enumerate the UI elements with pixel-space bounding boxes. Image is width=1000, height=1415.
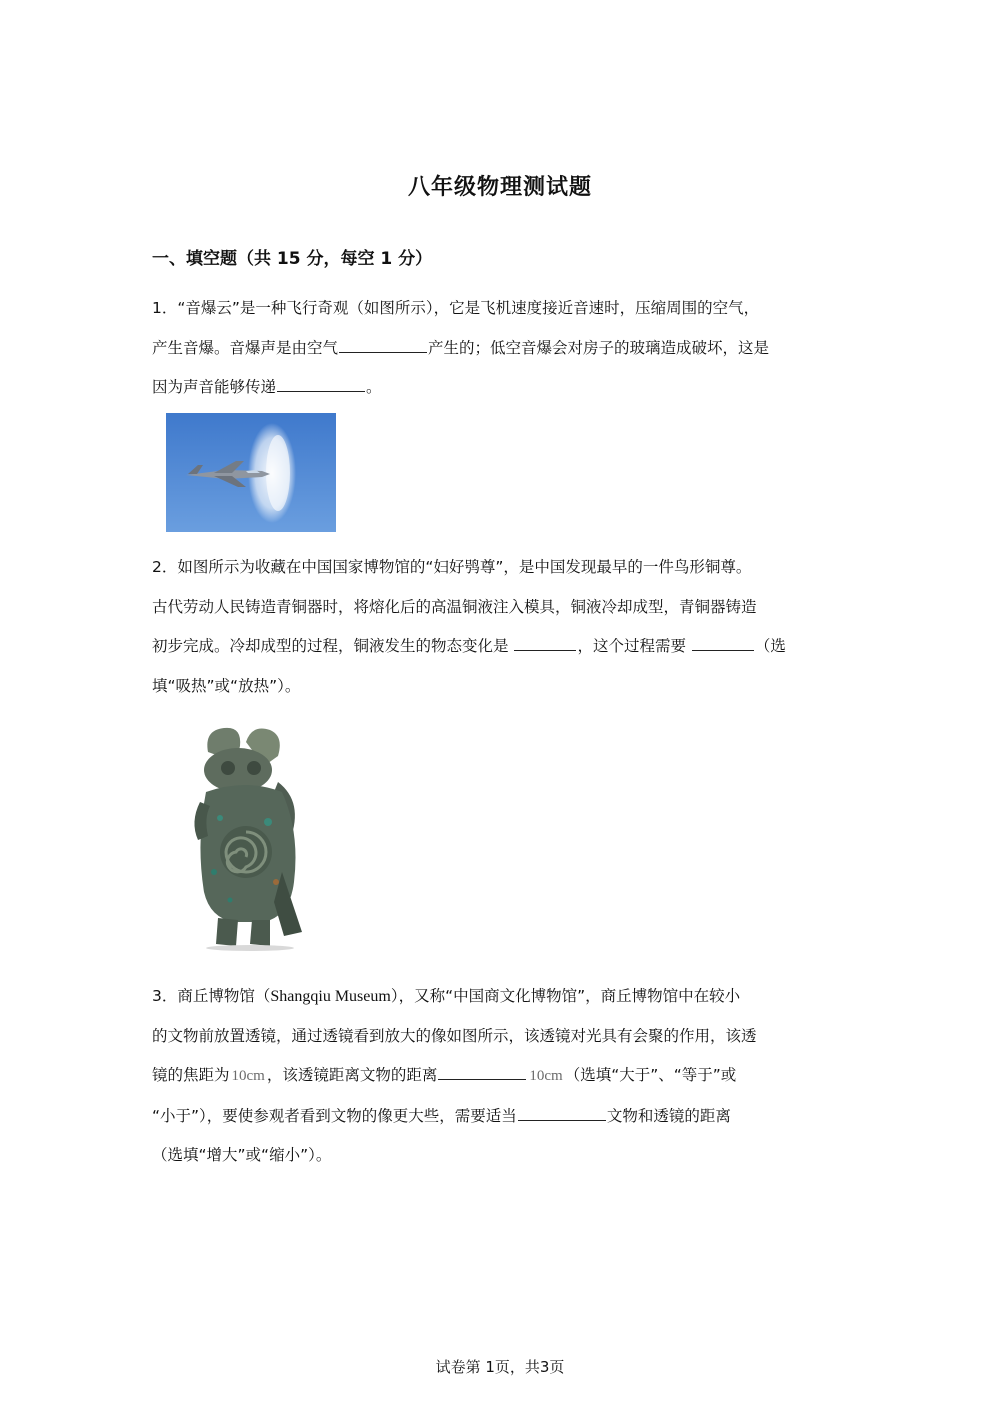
answer-blank[interactable] (438, 1063, 526, 1080)
question-1-text: 产生音爆。音爆声是由空气 (152, 338, 339, 357)
answer-blank[interactable] (514, 634, 576, 651)
question-3-text: “小于”），要使参观者看到文物的像更大些，需要适当 (152, 1106, 517, 1125)
question-3-line-2: 的文物前放置透镜，通过透镜看到放大的像如图所示，该透镜对光具有会聚的作用，该透 (152, 1026, 757, 1045)
question-3-text: 文物和透镜的距离 (606, 1106, 731, 1125)
question-1-line-1: 1．“音爆云”是一种飞行奇观（如图所示），它是飞机速度接近音速时，压缩周围的空气， (152, 299, 760, 317)
question-3-text: 镜的焦距为 (152, 1066, 230, 1084)
question-3-line-4 (152, 1097, 862, 1137)
question-3-line-5: （选填“增大”或“缩小”）。 (152, 1146, 332, 1164)
answer-blank[interactable] (518, 1103, 606, 1120)
question-1-text: 产生的；低空音爆会对房子的玻璃造成破坏，这是 (428, 338, 770, 357)
question-1-text: 因为声音能够传递 (152, 378, 277, 396)
question-3-text: ），又称“中国商文化博物馆”，商丘博物馆中在较小 (390, 987, 741, 1005)
question-1-line-3 (152, 368, 862, 408)
question-1-line-2 (152, 329, 862, 369)
question-2-line-4: 填“吸热”或“放热”）。 (152, 676, 301, 695)
fu-hao-owl-zun-bronze-image (190, 722, 308, 952)
distance-compare-value: 10cm (529, 1068, 563, 1084)
question-3-line-3 (152, 1056, 862, 1097)
page-footer: 试卷第 1页，共3页 (435, 1358, 565, 1376)
answer-blank[interactable] (339, 335, 427, 352)
answer-blank[interactable] (277, 375, 365, 392)
answer-blank[interactable] (692, 634, 754, 651)
question-2-text: ，这个过程需要 (577, 637, 686, 655)
question-3-text: ，该透镜距离文物的距离 (266, 1066, 438, 1084)
question-3-text: （选填“大于”、“等于”或 (564, 1066, 737, 1084)
question-3-text: 3．商丘博物馆（ (152, 987, 271, 1005)
page-title: 八年级物理测试题 (407, 175, 592, 200)
question-2-line-3 (152, 627, 862, 667)
question-3 (152, 977, 862, 1176)
question-1 (152, 289, 862, 408)
focal-length-value: 10cm (231, 1068, 265, 1084)
sonic-boom-jet-image (166, 413, 336, 532)
question-1-text: 。 (366, 378, 382, 396)
question-2 (152, 548, 862, 706)
question-2-text: 初步完成。冷却成型的过程，铜液发生的物态变化是 (152, 637, 509, 655)
question-2-text: （选 (754, 637, 786, 655)
question-2-line-1: 2．如图所示为收藏在中国国家博物馆的“妇好鸮尊”，是中国发现最早的一件鸟形铜尊。 (152, 558, 752, 576)
question-2-line-2: 古代劳动人民铸造青铜器时，将熔化后的高温铜液注入模具，铜液冷却成型，青铜器铸造 (152, 597, 757, 616)
museum-english-name: Shangqiu Museum (270, 988, 391, 1005)
question-3-line-1 (152, 977, 862, 1017)
section-heading: 一、填空题（共 15 分，每空 1 分） (152, 249, 433, 269)
